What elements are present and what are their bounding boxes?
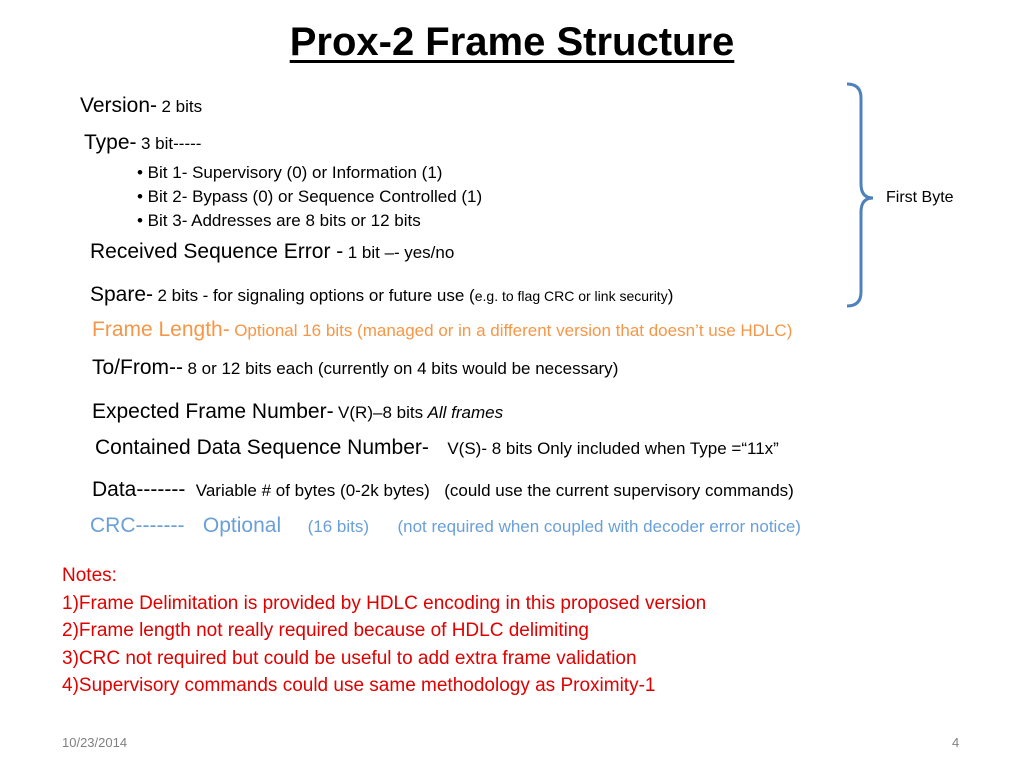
- note-item-4: 4)Supervisory commands could use same methodology as Proximity-1: [62, 675, 656, 696]
- field-type: Type- 3 bit-----: [84, 131, 202, 154]
- footer-date: 10/23/2014: [62, 735, 128, 750]
- note-item-2: 2)Frame length not really required because of HDLC delimiting: [62, 620, 589, 641]
- field-expected-frame-number: Expected Frame Number- V(R)–8 bits All frames: [92, 400, 504, 423]
- field-data: Data------- Variable # of bytes (0-2k bytes) (could use the current supervisory commands): [92, 478, 794, 501]
- type-bit1: • Bit 1- Supervisory (0) or Information (1): [137, 163, 443, 182]
- field-crc: CRC------- Optional (16 bits) (not required when coupled with decoder error notice): [90, 514, 801, 537]
- note-item-3: 3)CRC not required but could be useful to add extra frame validation: [62, 647, 637, 669]
- field-received-sequence-error: Received Sequence Error - 1 bit –- yes/no: [90, 240, 455, 263]
- type-bit3: • Bit 3- Addresses are 8 bits or 12 bits: [137, 211, 421, 230]
- notes-block: [62, 562, 706, 700]
- first-byte-bracket: [845, 80, 885, 312]
- field-contained-data-sequence-number: Contained Data Sequence Number- V(S)- 8 bits Only included when Type =“11x”: [95, 436, 779, 459]
- field-to-from: To/From-- 8 or 12 bits each (currently on 4 bits would be necessary): [92, 356, 619, 379]
- field-version: Version- 2 bits: [80, 94, 203, 117]
- field-frame-length: Frame Length- Optional 16 bits (managed or in a different version that doesn’t use HDLC): [92, 318, 793, 341]
- notes-heading: Notes:: [62, 565, 117, 586]
- field-spare: Spare- 2 bits - for signaling options or future use (e.g. to flag CRC or link security): [90, 283, 674, 306]
- note-item-1: 1)Frame Delimitation is provided by HDLC encoding in this proposed version: [62, 592, 707, 614]
- slide-title: Prox-2 Frame Structure: [289, 20, 735, 64]
- type-bit2: • Bit 2- Bypass (0) or Sequence Controlled (1): [137, 187, 483, 206]
- first-byte-label: First Byte: [886, 189, 954, 206]
- footer-page-number: 4: [952, 735, 960, 750]
